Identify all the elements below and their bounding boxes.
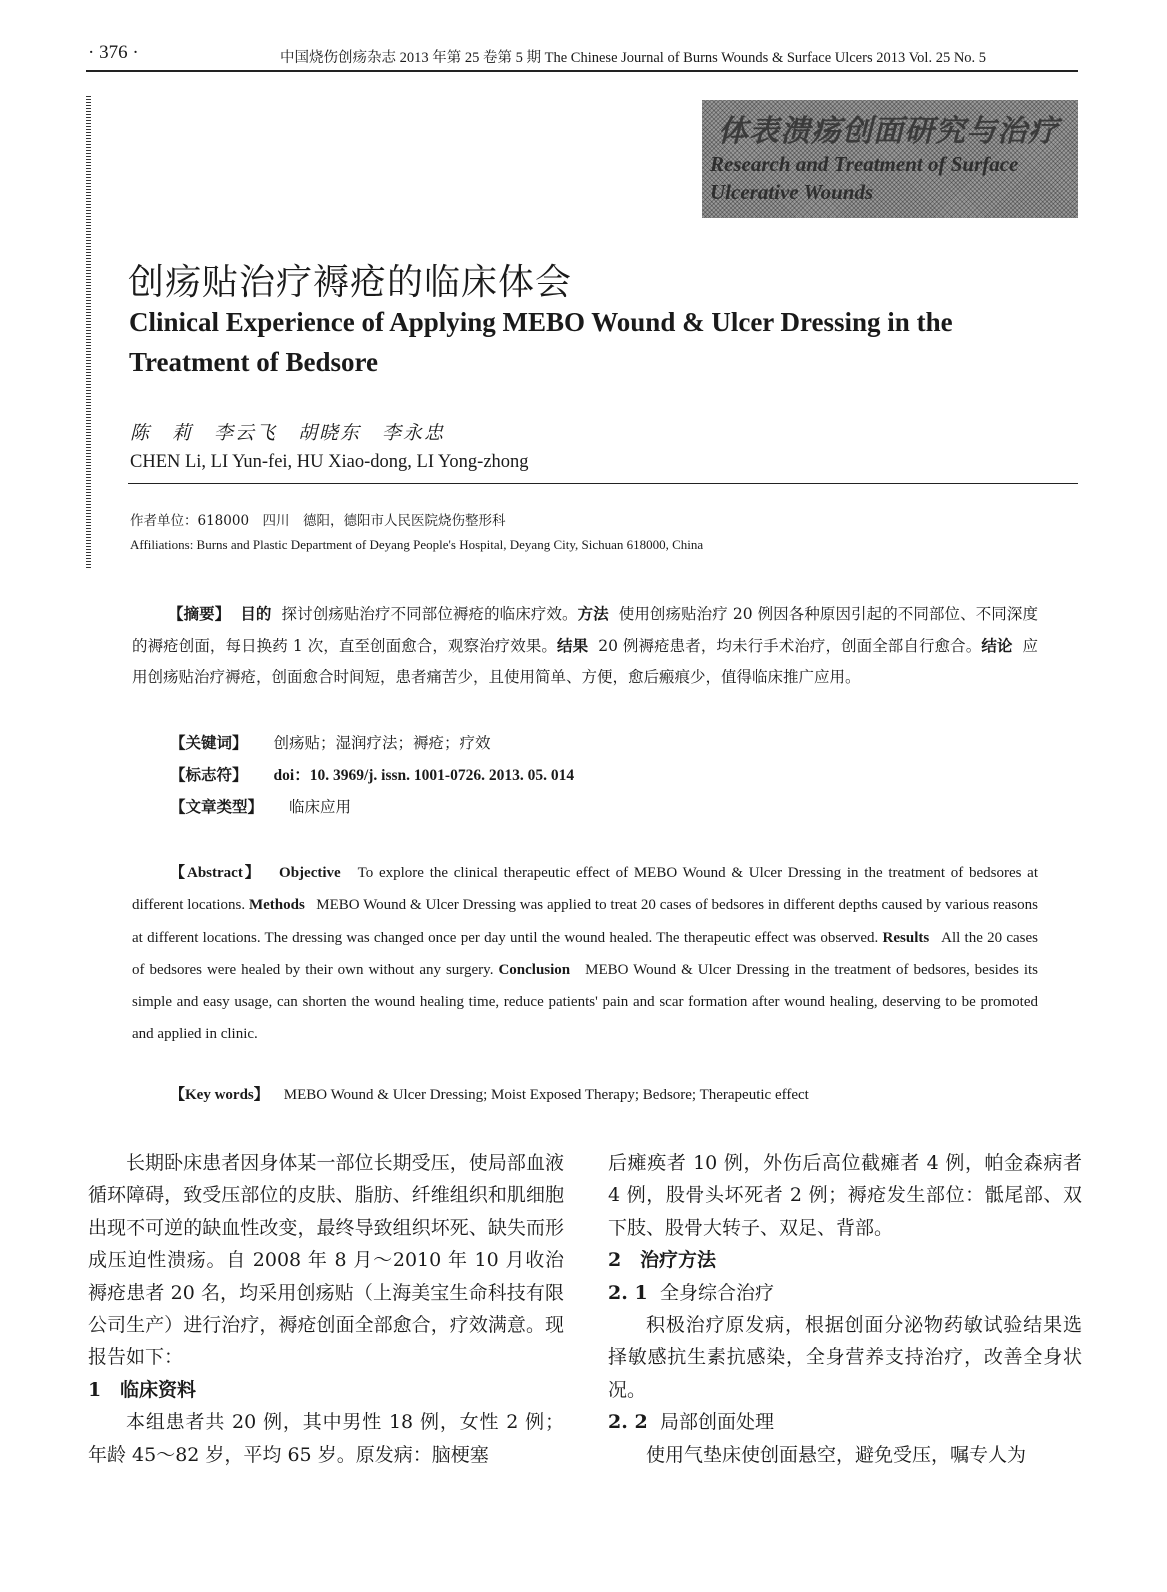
section-1-number: 1 (88, 1378, 102, 1401)
section-2-heading (608, 1244, 1082, 1276)
affiliation-en: Affiliations: Burns and Plastic Department of Deyang People's Hospital, Deyang City, Sichuan 618000, China (130, 537, 704, 552)
column-banner (702, 100, 1078, 218)
section-1-paragraph-continued: 后瘫痪者 10 例，外伤后高位截瘫者 4 例，帕金森病者 4 例，股骨头坏死者 2 例；褥疮发生部位：骶尾部、双下肢、股骨大转子、双足、背部。 (608, 1152, 1082, 1239)
article-type-line (170, 795, 351, 817)
body-column-right (608, 1147, 1082, 1471)
body-column-left (88, 1147, 564, 1471)
abstract-en-results: All the 20 cases of bedsores were healed by their own without any surgery. (132, 929, 1038, 978)
authors-cn: 陈 莉 李云飞 胡晓东 李永忠 (130, 422, 446, 444)
article-type-label: 【文章类型】 (170, 797, 264, 816)
abstract-cn-results: 20 例褥疮患者，均未行手术治疗，创面全部自行愈合。 (598, 637, 982, 655)
abstract-en-results-label: Results (882, 929, 930, 946)
authors-rule (128, 483, 1078, 484)
authors-en: CHEN Li, LI Yun-fei, HU Xiao-dong, LI Yong-zhong (130, 452, 529, 472)
abstract-cn-conclusion-label: 结论 (981, 636, 1013, 655)
subsection-2-2-number: 2. 2 (608, 1411, 648, 1434)
section-1-heading (88, 1374, 564, 1406)
keywords-cn-line (170, 731, 491, 753)
keywords-en-line (170, 1083, 809, 1104)
abstract-en-label: 【Abstract】 (170, 865, 262, 881)
abstract-cn-objective: 探讨创疡贴治疗不同部位褥疮的临床疗效。 (281, 605, 578, 623)
subsection-2-2-title: 局部创面处理 (660, 1411, 775, 1434)
keywords-en-label: 【Key words】 (170, 1087, 269, 1103)
abstract-cn (132, 598, 1038, 693)
section-1-title: 临床资料 (120, 1378, 197, 1401)
abstract-cn-methods-label: 方法 (577, 604, 609, 623)
header-rule (86, 70, 1078, 72)
subsection-2-1-paragraph: 积极治疗原发病，根据创面分泌物药敏试验结果选择敏感抗生素抗感染，全身营养支持治疗，改善全身状况。 (608, 1314, 1082, 1401)
subsection-2-2-paragraph: 使用气垫床使创面悬空，避免受压，嘱专人为 (646, 1443, 1027, 1466)
abstract-en (132, 857, 1038, 1051)
banner-title-en-line2: Ulcerative Wounds (710, 180, 874, 204)
doi-label: 【标志符】 (170, 765, 248, 784)
page-number: · 376 · (88, 42, 139, 63)
running-header: 中国烧伤创疡杂志 2013 年第 25 卷第 5 期 The Chinese Journal of Burns Wounds & Surface Ulcers 2013 Vol. 25 No. 5 (280, 50, 987, 66)
abstract-cn-label: 【摘要】 (168, 604, 231, 623)
abstract-en-objective-label: Objective (279, 865, 341, 881)
abstract-cn-results-label: 结果 (557, 636, 589, 655)
doi-line (170, 763, 574, 785)
section-2-title: 治疗方法 (640, 1249, 717, 1272)
keywords-en: MEBO Wound & Ulcer Dressing; Moist Exposed Therapy; Bedsore; Therapeutic effect (283, 1087, 809, 1103)
keywords-cn: 创疡贴；湿润疗法；褥疮；疗效 (273, 734, 491, 752)
subsection-2-2-heading (608, 1406, 1082, 1438)
abstract-en-conclusion: MEBO Wound & Ulcer Dressing in the treatment of bedsores, besides its simple and easy usage, can shorten the wound healing time, reduce patients' pain and scar formation after wound healing, deserving to be promoted and applied in clinic. (132, 961, 1039, 1043)
article-title-en: Clinical Experience of Applying MEBO Wound & Ulcer Dressing in the Treatment of Bedsore (129, 307, 953, 377)
abstract-en-conclusion-label: Conclusion (498, 961, 571, 978)
abstract-en-objective: To explore the clinical therapeutic effect of MEBO Wound & Ulcer Dressing in the treatment of bedsores at different locations. (132, 865, 1039, 914)
abstract-cn-conclusion: 应用创疡贴治疗褥疮，创面愈合时间短，患者痛苦少，且使用简单、方便，愈后瘢痕少，值得临床推广应用。 (132, 637, 1039, 686)
article-title-cn: 创疡贴治疗褥疮的临床体会 (128, 262, 573, 303)
subsection-2-1-title: 全身综合治疗 (660, 1281, 775, 1304)
affiliation-cn: 作者单位：618000 四川 德阳，德阳市人民医院烧伤整形科 (130, 513, 506, 529)
section-2-number: 2 (608, 1249, 622, 1272)
intro-paragraph: 长期卧床患者因身体某一部位长期受压，使局部血液循环障碍，致受压部位的皮肤、脂肪、纤维组织和肌细胞出现不可逆的缺血性改变，最终导致组织坏死、缺失而形成压迫性溃疡。自 2008 年 8 月～2010 年 10 月收治褥疮患者 20 名，均采用创疡贴（上海美宝生命科技有限公司生产）进行治疗，褥疮创面全部愈合，疗效满意。现报告如下： (88, 1152, 564, 1369)
banner-title-cn: 体表溃疡创面研究与治疗 (718, 114, 1059, 149)
keywords-cn-label: 【关键词】 (170, 733, 248, 752)
abstract-cn-methods: 使用创疡贴治疗 20 例因各种原因引起的不同部位、不同深度的褥疮创面，每日换药 1 次，直至创面愈合，观察治疗效果。 (132, 605, 1038, 655)
edge-hatch-strip (86, 96, 91, 570)
subsection-2-1-number: 2. 1 (608, 1281, 648, 1304)
section-1-paragraph: 本组患者共 20 例，其中男性 18 例，女性 2 例；年龄 45～82 岁，平均 65 岁。原发病：脑梗塞 (88, 1411, 564, 1466)
doi-value: doi：10. 3969/j. issn. 1001-0726. 2013. 05. 014 (273, 767, 575, 784)
article-type: 临床应用 (289, 798, 352, 816)
abstract-en-methods: MEBO Wound & Ulcer Dressing was applied to treat 20 cases of bedsores in different depths caused by various reasons at different locations. The dressing was changed once per day until the wound healed. The therapeutic effect was observed. (132, 897, 1039, 946)
abstract-cn-objective-label: 目的 (240, 604, 272, 623)
abstract-en-methods-label: Methods (248, 897, 305, 914)
subsection-2-1-heading (608, 1277, 1082, 1309)
banner-title-en-line1: Research and Treatment of Surface (710, 152, 1019, 176)
